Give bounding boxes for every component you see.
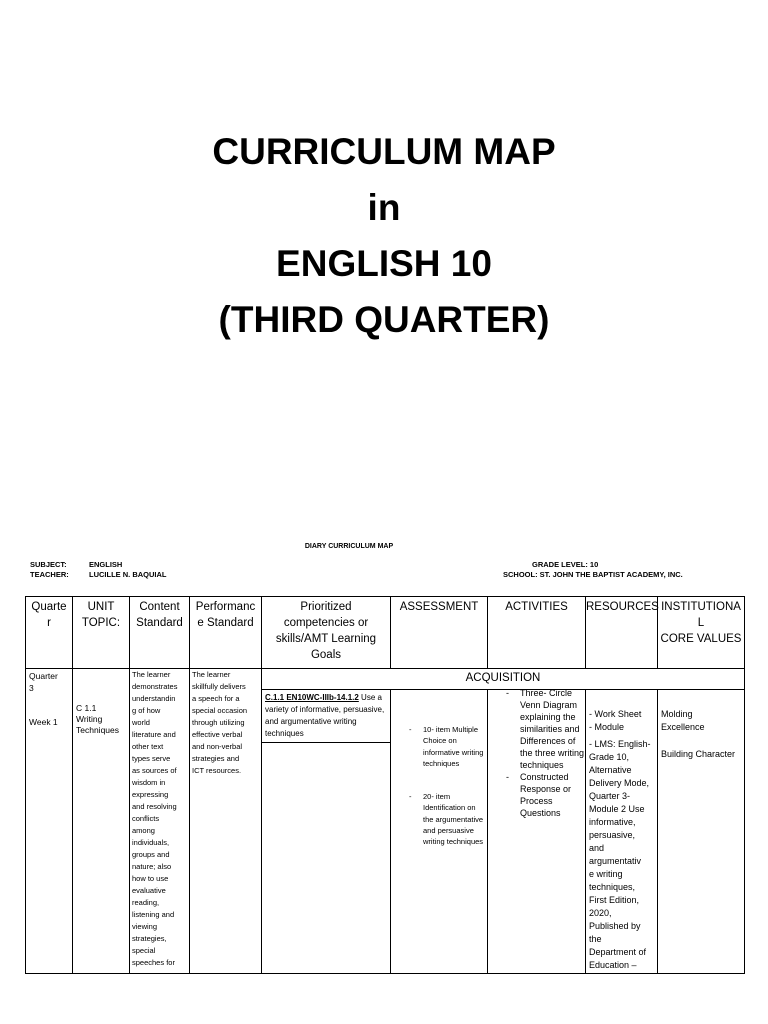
- header-quarter: Quarte r: [26, 597, 73, 669]
- teacher-label: TEACHER:: [30, 570, 69, 579]
- core-values-cell: [658, 690, 745, 974]
- curriculum-table: [25, 596, 745, 974]
- teacher-value: LUCILLE N. BAQUIAL: [89, 570, 167, 579]
- header-resources: RESOURCES: [586, 597, 658, 669]
- competency-cell: [262, 690, 391, 974]
- assessment-item: - 20- item Identification on the argumentative and persuasive writing techniques: [391, 791, 485, 847]
- acquisition-label: ACQUISITION: [262, 669, 745, 690]
- content-standard-cell: The learner demonstrates understandin g of how world literature and other text types serve as sources of wisdom in expressing and resolving conflicts among individuals, groups and nature; also how to use evaluative reading, listening and viewing strategies, special speeches for: [130, 669, 190, 974]
- core-value: Building Character: [661, 749, 736, 759]
- header-unit-topic: UNIT TOPIC:: [73, 597, 130, 669]
- header-activities: ACTIVITIES: [488, 597, 586, 669]
- header-competencies: Prioritized competencies or skills/AMT Learning Goals: [262, 597, 391, 669]
- header-row: [26, 597, 745, 669]
- cover-title-line-1: CURRICULUM MAP: [212, 131, 556, 172]
- assessment-cell: [391, 690, 488, 974]
- core-value: Excellence: [661, 722, 705, 732]
- header-content-standard: Content Standard: [130, 597, 190, 669]
- unit-topic-cell: C 1.1 Writing Techniques: [73, 669, 130, 974]
- header-core-values: INSTITUTIONA L CORE VALUES: [658, 597, 745, 669]
- assessment-item: - 10- item Multiple Choice on informative writing techniques: [391, 724, 485, 769]
- competency-code: C.1.1 EN10WC-IIIb-14.1.2: [265, 693, 359, 702]
- competency-text: C.1.1 EN10WC-IIIb-14.1.2 Use a variety of informative, persuasive, and argumentative writing techniques: [262, 690, 390, 743]
- school-name: SCHOOL: ST. JOHN THE BAPTIST ACADEMY, INC.: [503, 570, 683, 579]
- grade-level: GRADE LEVEL: 10: [532, 560, 599, 569]
- subject-value: ENGLISH: [89, 560, 123, 569]
- subject-label: SUBJECT:: [30, 560, 67, 569]
- header-assessment: ASSESSMENT: [391, 597, 488, 669]
- performance-standard-cell: The learner skillfully delivers a speech for a special occasion through utilizing effective verbal and non-verbal strategies and ICT resources.: [190, 669, 262, 974]
- core-value: Molding: [661, 709, 693, 719]
- week-label: Week 1: [29, 717, 58, 727]
- quarter-cell: Quarter 3 Week 1: [26, 669, 73, 974]
- acquisition-row: [26, 669, 745, 690]
- cover-title-line-4: (THIRD QUARTER): [218, 299, 550, 340]
- cover-title: [0, 124, 768, 348]
- teacher-line: [30, 570, 167, 579]
- cover-title-line-2: in: [367, 187, 401, 228]
- cover-title-line-3: ENGLISH 10: [276, 243, 492, 284]
- header-performance-standard: Performanc e Standard: [190, 597, 262, 669]
- diary-title: DIARY CURRICULUM MAP: [304, 543, 394, 550]
- activities-cell: [488, 690, 586, 974]
- activity-item: - Constructed Response or Process Questions: [488, 771, 585, 819]
- resources-cell: - Work Sheet - Module - LMS: English- Grade 10, Alternative Delivery Mode, Quarter 3- Module 2 Use informative, persuasive, and argumentativ e writing techniques, First Edition, 2020, Published by the Department of Education –: [586, 690, 658, 974]
- subject-line: [30, 560, 122, 569]
- activity-item: - Three- Circle Venn Diagram explaining the similarities and Differences of the three writing techniques: [488, 687, 585, 771]
